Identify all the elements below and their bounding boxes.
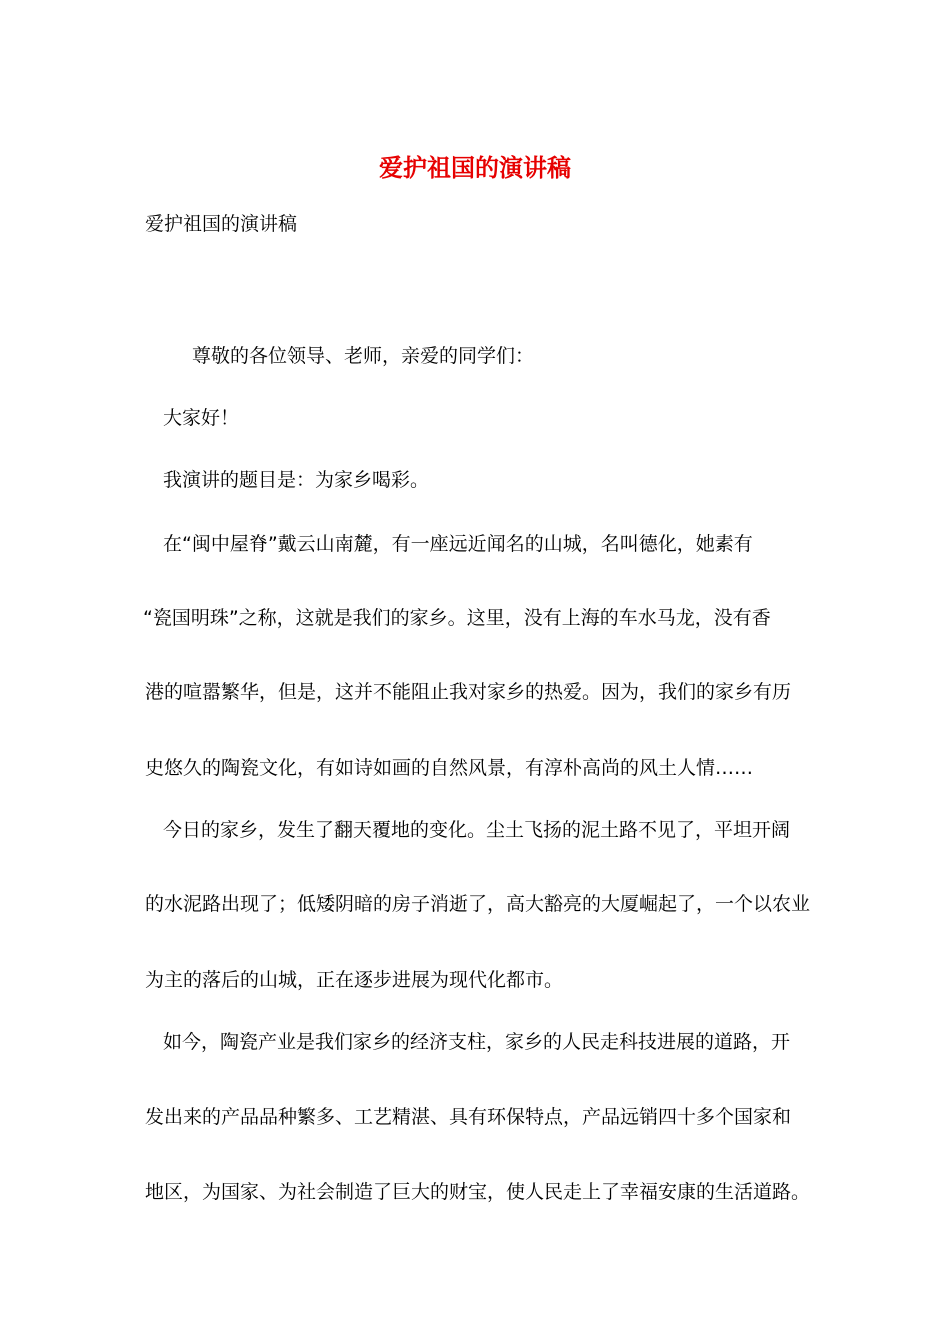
paragraph-line: 如今，陶瓷产业是我们家乡的经济支柱，家乡的人民走科技进展的道路，开 — [163, 1031, 791, 1053]
paragraph-line: 港的喧嚣繁华，但是，这并不能阻止我对家乡的热爱。因为，我们的家乡有历 — [145, 681, 792, 703]
paragraph-line: “瓷国明珠”之称，这就是我们的家乡。这里，没有上海的车水马龙，没有香 — [143, 607, 771, 629]
paragraph-line: 今日的家乡，发生了翻天覆地的变化。尘土飞扬的泥土路不见了，平坦开阔 — [163, 819, 791, 841]
topic-line: 我演讲的题目是：为家乡喝彩。 — [163, 469, 430, 491]
paragraph-line: 在“闽中屋脊”戴云山南麓，有一座远近闻名的山城，名叫德化，她素有 — [163, 533, 753, 555]
paragraph-line: 的水泥路出现了；低矮阴暗的房子消逝了，高大豁亮的大厦崛起了，一个以农业 — [145, 893, 811, 915]
paragraph-line: 发出来的产品品种繁多、工艺精湛、具有环保特点，产品远销四十多个国家和 — [145, 1106, 792, 1128]
salutation-line: 尊敬的各位领导、老师，亲爱的同学们： — [192, 345, 535, 367]
greeting-line: 大家好！ — [163, 407, 240, 429]
paragraph-line: 为主的落后的山城，正在逐步进展为现代化都市。 — [145, 969, 564, 991]
paragraph-line: 史悠久的陶瓷文化，有如诗如画的自然风景，有淳朴高尚的风土人情…… — [145, 757, 754, 779]
paragraph-line: 地区，为国家、为社会制造了巨大的财宝，使人民走上了幸福安康的生活道路。 — [145, 1181, 811, 1203]
document-title: 爱护祖国的演讲稿 — [379, 153, 571, 182]
document-subtitle: 爱护祖国的演讲稿 — [145, 213, 298, 235]
